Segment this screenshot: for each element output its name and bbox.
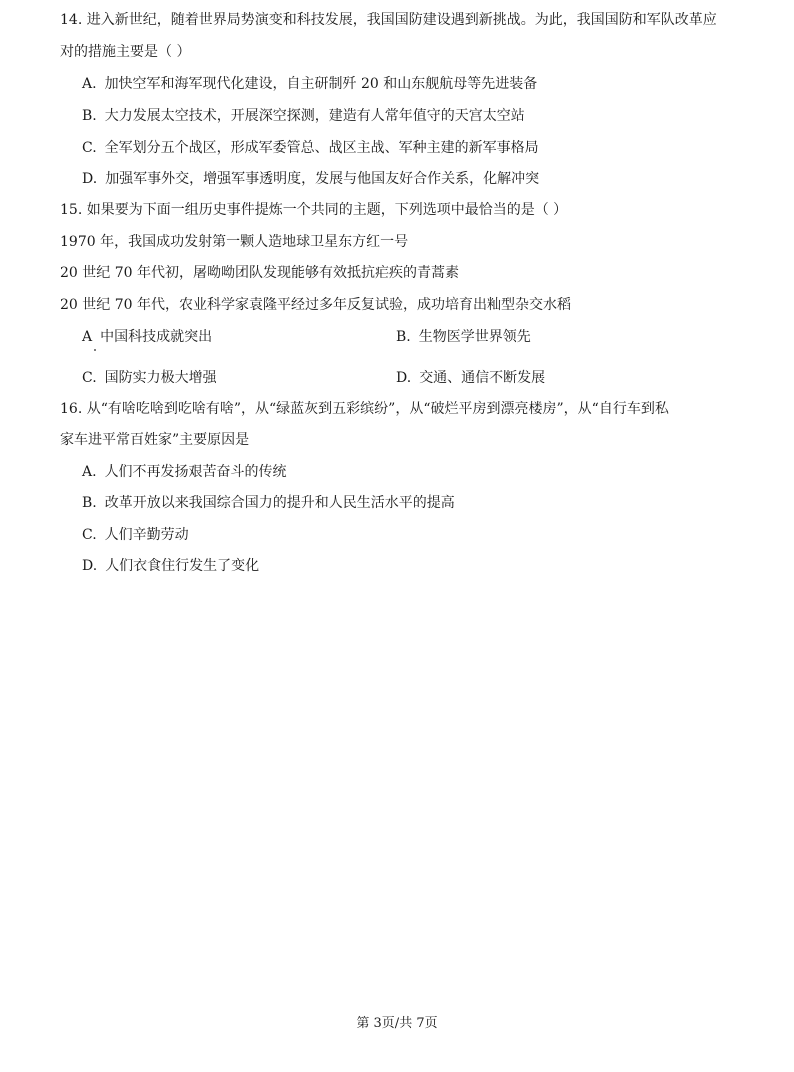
q16-option-a (82, 463, 287, 481)
q15-option-a-label: A (82, 329, 93, 345)
q14-option-a (82, 75, 537, 93)
q16-stem-line2: 家车进平常百姓家”主要原因是 (60, 432, 250, 448)
q15-option-c-label: C. (82, 370, 97, 386)
q16-option-c-text: 人们辛勤劳动 (104, 527, 189, 543)
q14-option-d-text: 加强军事外交，增强军事透明度，发展与他国友好合作关系，化解冲突 (105, 171, 540, 187)
q15-option-b-label: B. (396, 329, 411, 345)
stray-dot-mark (94, 349, 96, 351)
q16-stem-line1: 16. 从“有啥吃啥到吃啥有啥”，从“绿蓝灰到五彩缤纷”，从“破烂平房到漂亮楼房”，从“自行车到私 (60, 401, 669, 417)
q14-option-d (82, 170, 539, 188)
q15-stem: 15. 如果要为下面一组历史事件提炼一个共同的主题，下列选项中最恰当的是（ ） (60, 202, 568, 218)
q15-option-b (396, 328, 531, 346)
q16-option-b (82, 494, 455, 512)
q15-option-d (396, 369, 545, 387)
q16-option-d-label: D. (82, 558, 98, 574)
q15-event-2: 20 世纪 70 年代初，屠呦呦团队发现能够有效抵抗疟疾的青蒿素 (60, 265, 459, 281)
page-footer: 第 3页/共 7页 (356, 1016, 438, 1031)
q15-event-3: 20 世纪 70 年代，农业科学家袁隆平经过多年反复试验，成功培育出籼型杂交水稻 (60, 297, 571, 313)
q16-option-d-text: 人们衣食住行发生了变化 (105, 558, 260, 574)
q16-option-b-label: B. (82, 495, 97, 511)
q15-event-1: 1970 年，我国成功发射第一颗人造地球卫星东方红一号 (60, 234, 409, 250)
q16-option-c (82, 526, 189, 544)
q14-option-b (82, 107, 525, 125)
q14-option-b-label: B. (82, 108, 97, 124)
q15-option-a (82, 328, 212, 346)
q15-option-c-text: 国防实力极大增强 (104, 370, 217, 386)
q15-option-a-text: 中国科技成就突出 (100, 329, 213, 345)
q16-option-a-label: A. (82, 464, 97, 480)
q15-option-c (82, 369, 217, 387)
q14-option-c-text: 全军划分五个战区，形成军委管总、战区主战、军种主建的新军事格局 (104, 140, 539, 156)
q14-option-c-label: C. (82, 140, 97, 156)
q16-option-a-text: 人们不再发扬艰苦奋斗的传统 (104, 464, 287, 480)
q14-option-d-label: D. (82, 171, 98, 187)
q16-option-b-text: 改革开放以来我国综合国力的提升和人民生活水平的提高 (104, 495, 455, 511)
q14-option-a-label: A. (82, 76, 97, 92)
q15-option-b-text: 生物医学世界领先 (418, 329, 531, 345)
q16-option-d (82, 557, 259, 575)
q14-option-a-text: 加快空军和海军现代化建设，自主研制歼 20 和山东舰航母等先进装备 (104, 76, 538, 92)
q14-stem-line1: 14. 进入新世纪，随着世界局势演变和科技发展，我国国防建设遇到新挑战。为此，我国国防和军队改革应 (60, 12, 717, 28)
q14-option-b-text: 大力发展太空技术，开展深空探测，建造有人常年值守的天宫太空站 (104, 108, 525, 124)
q14-stem-line2: 对的措施主要是（ ） (60, 44, 191, 60)
q16-option-c-label: C. (82, 527, 97, 543)
q14-option-c (82, 139, 539, 157)
q15-option-d-label: D. (396, 370, 412, 386)
q15-option-d-text: 交通、通信不断发展 (419, 370, 546, 386)
